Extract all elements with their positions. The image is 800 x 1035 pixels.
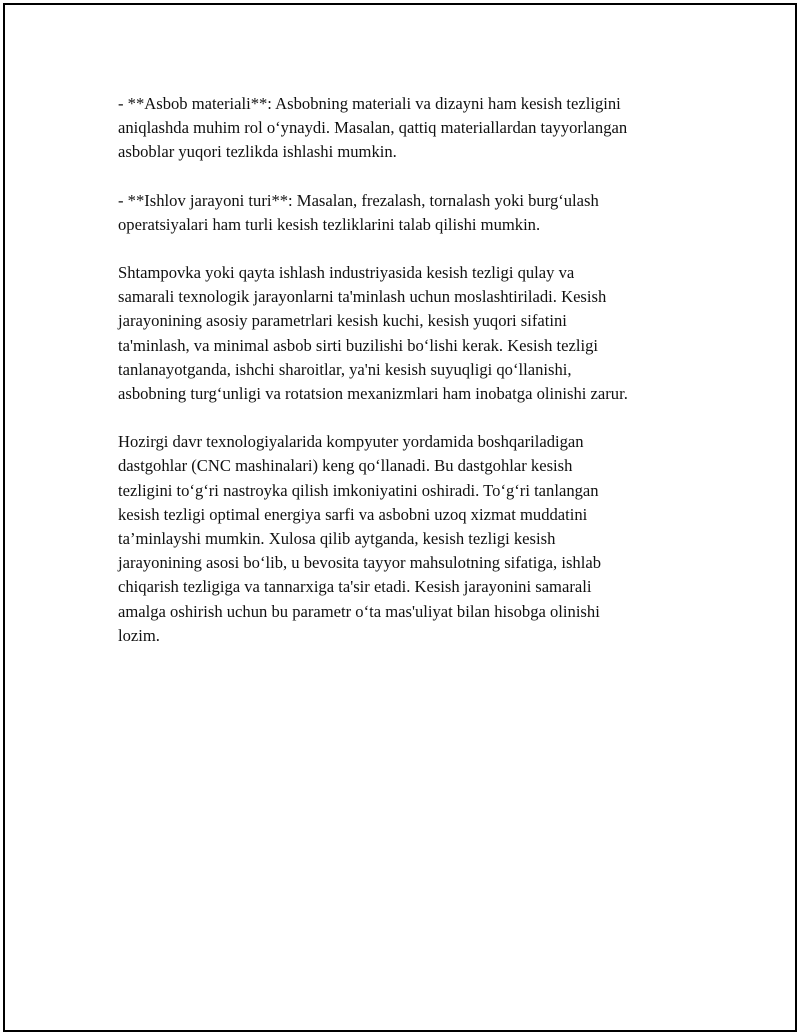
- paragraph-asbob-materiali: - **Asbob materiali**: Asbobning materiali va dizayni ham kesish tezligini aniqlashda muhim rol o‘ynaydi. Masalan, qattiq materiallardan tayyorlangan asboblar yuqori tezlikda ishlashi mumkin.: [118, 94, 628, 162]
- document-body: [118, 92, 698, 672]
- paragraph-hozirgi-davr: Hozirgi davr texnologiyalarida kompyuter yordamida boshqariladigan dastgohlar (CNC mashinalari) keng qo‘llanadi. Bu dastgohlar kesish tezligini to‘g‘ri nastroyka qilish imkoniyatini oshiradi. To‘g‘ri tanlangan kesish tezligi optimal energiya sarfi va asbobni uzoq xizmat muddatini ta’minlayshi mumkin. Xulosa qilib aytganda, kesish tezligi kesish jarayonining asosi bo‘lib, u bevosita tayyor mahsulotning sifatiga, ishlab chiqarish tezligiga va tannarxiga ta'sir etadi. Kesish jarayonini samarali amalga oshirish uchun bu parametr o‘ta mas'uliyat bilan hisobga olinishi lozim.: [118, 432, 601, 645]
- paragraph-ishlov-jarayoni: - **Ishlov jarayoni turi**: Masalan, frezalash, tornalash yoki burg‘ulash operatsiyalari ham turli kesish tezliklarini talab qilishi mumkin.: [118, 190, 599, 234]
- paragraph-shtampovka: Shtampovka yoki qayta ishlash industriyasida kesish tezligi qulay va samarali texnologik jarayonlarni ta'minlash uchun moslashtiriladi. Kesish jarayonining asosiy parametrlari kesish kuchi, kesish yuqori sifatini ta'minlash, va minimal asbob sirti buzilishi bo‘lishi kerak. Kesish tezligi tanlanayotganda, ishchi sharoitlar, ya'ni kesish suyuqligi qo‘llanishi, asbobning turg‘unligi va rotatsion mexanizmlari ham inobatga olinishi zarur.: [118, 263, 628, 404]
